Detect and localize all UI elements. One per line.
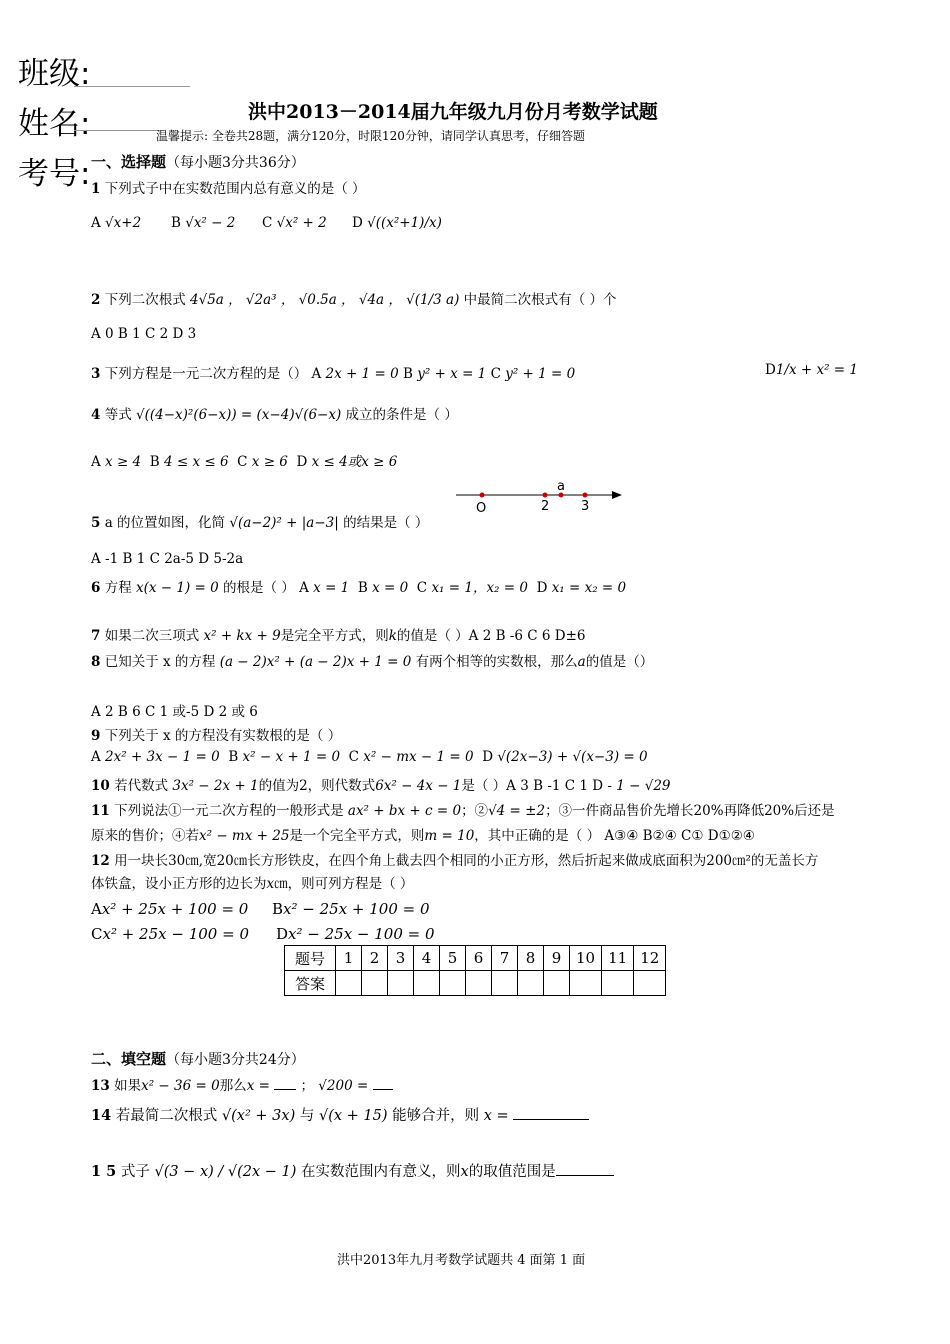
- table-number: 6: [466, 946, 492, 971]
- table-number: 10: [570, 946, 602, 971]
- q9-stem: 9 下列关于 x 的方程没有实数根的是（ ）: [91, 728, 342, 744]
- q1-stem: 1 下列式子中在实数范围内总有意义的是（ ）: [91, 181, 366, 197]
- q12-line2: 体铁盒，设小正方形的边长为x㎝，则可列方程是（ ）: [91, 876, 414, 892]
- section1-note: （每小题3分共36分）: [166, 155, 305, 171]
- answer-cell[interactable]: [570, 971, 602, 996]
- label-o: O: [476, 501, 487, 516]
- q2-options: A 0 B 1 C 2 D 3: [91, 326, 197, 342]
- q5-options: A -1 B 1 C 2a-5 D 5-2a: [91, 551, 244, 567]
- answer-cell[interactable]: [414, 971, 440, 996]
- q13-stem: 13 如果x² − 36 = 0那么x = ； √200 =: [91, 1074, 393, 1094]
- number-line-arrow: [612, 491, 622, 499]
- q1-option-b: B √x² − 2: [171, 215, 236, 231]
- q2-stem: 2 下列二次根式 4√5a ， √2a³ ， √0.5a ， √4a ， √(1/3 a) 中最简二次根式有（ ）个: [91, 292, 617, 308]
- q6-stem: 6 方程 x(x − 1) = 0 的根是（ ） A x = 1 B x = 0 C x₁ = 1，x₂ = 0 D x₁ = x₂ = 0: [91, 580, 627, 596]
- q3-stem: 3 下列方程是一元二次方程的是（） A 2x + 1 = 0 B y² + x = 1 C y² + 1 = 0: [91, 366, 576, 382]
- q5-stem: 5 a 的位置如图，化简 √(a−2)² + |a−3| 的结果是（ ）: [91, 515, 429, 531]
- q12-option-d: Dx² − 25x − 100 = 0: [276, 925, 435, 943]
- q13-blank-2[interactable]: [373, 1089, 393, 1090]
- answer-cell[interactable]: [492, 971, 518, 996]
- q13-blank-1[interactable]: [274, 1089, 296, 1090]
- table-number: 12: [634, 946, 666, 971]
- q1-option-c: C √x² + 2: [262, 215, 327, 231]
- page-title: 洪中2013－2014届九年级九月份月考数学试题: [248, 101, 658, 123]
- answer-cell[interactable]: [634, 971, 666, 996]
- class-label: 班级:: [18, 56, 91, 92]
- table-number: 11: [602, 946, 634, 971]
- q12-line1: 12 用一块长30㎝,宽20㎝长方形铁皮，在四个角上截去四个相同的小正方形，然后折起来做成底面积为200㎝²的无盖长方: [91, 853, 819, 869]
- q7-stem: 7 如果二次三项式 x² + kx + 9是完全平方式，则k的值是（ ）A 2 B -6 C 6 D±6: [91, 628, 586, 644]
- page-footer: 洪中2013年九月考数学试题共 4 面第 1 面: [337, 1253, 586, 1268]
- answer-cell[interactable]: [336, 971, 362, 996]
- point-3: [583, 493, 588, 498]
- name-blank: [74, 130, 164, 131]
- q8-stem: 8 已知关于 x 的方程 (a − 2)x² + (a − 2)x + 1 = 0 有两个相等的实数根，那么a的值是（）: [91, 654, 654, 670]
- answer-table-header-row: [285, 946, 666, 971]
- answer-cell[interactable]: [440, 971, 466, 996]
- q1-option-d: D √((x²+1)/x): [352, 215, 442, 231]
- q15-stem: 1 5 式子 √(3 − x) / √(2x − 1) 在实数范围内有意义，则x的取值范围是: [91, 1160, 614, 1181]
- point-2: [543, 493, 548, 498]
- answer-cell[interactable]: [362, 971, 388, 996]
- table-number: 8: [518, 946, 544, 971]
- section1-title: 一、选择题: [91, 153, 167, 171]
- table-number: 3: [388, 946, 414, 971]
- q4-stem: 4 等式 √((4−x)²(6−x)) = (x−4)√(6−x) 成立的条件是（ ）: [91, 407, 458, 423]
- table-header-label: 题号: [285, 946, 336, 971]
- q9-options: A 2x² + 3x − 1 = 0 B x² − x + 1 = 0 C x² − mx − 1 = 0 D √(2x−3) + √(x−3) = 0: [91, 749, 648, 765]
- q12-option-c: Cx² + 25x − 100 = 0: [91, 925, 249, 943]
- q11-line2: 原来的售价；④若x² − mx + 25是一个完全平方式，则m = 10，其中正确的是（ ） A③④ B②④ C① D①②④: [91, 828, 755, 844]
- q5-number-line: [452, 480, 632, 516]
- answer-cell[interactable]: [518, 971, 544, 996]
- table-answer-label: 答案: [285, 971, 336, 996]
- q12-option-b: Bx² − 25x + 100 = 0: [272, 900, 430, 918]
- q1-option-a: A √x+2: [91, 215, 142, 231]
- answer-cell[interactable]: [602, 971, 634, 996]
- table-number: 4: [414, 946, 440, 971]
- exam-no-label: 考号:: [18, 156, 91, 192]
- section2-heading: [91, 1048, 305, 1069]
- q10-stem: 10 若代数式 3x² − 2x + 1的值为2，则代数式6x² − 4x − 1是（ ）A 3 B -1 C 1 D - 1 − √29: [91, 778, 671, 794]
- section2-note: （每小题3分共24分）: [166, 1052, 305, 1068]
- answer-cell[interactable]: [466, 971, 492, 996]
- q15-blank[interactable]: [556, 1175, 614, 1176]
- q12-option-a: Ax² + 25x + 100 = 0: [91, 900, 249, 918]
- answer-cell[interactable]: [388, 971, 414, 996]
- class-blank: [74, 86, 190, 87]
- label-2: 2: [541, 499, 550, 514]
- answer-table: [284, 945, 666, 996]
- table-number: 2: [362, 946, 388, 971]
- section2-title: 二、填空题: [91, 1050, 167, 1068]
- q14-blank[interactable]: [513, 1119, 589, 1120]
- table-number: 1: [336, 946, 362, 971]
- table-number: 9: [544, 946, 570, 971]
- q8-options: A 2 B 6 C 1 或-5 D 2 或 6: [91, 704, 258, 720]
- answer-cell[interactable]: [544, 971, 570, 996]
- label-a: a: [557, 480, 565, 494]
- answer-table-answer-row: [285, 971, 666, 996]
- name-label: 姓名:: [18, 106, 91, 142]
- q3-option-d: D1/x + x² = 1: [765, 362, 858, 378]
- table-number: 7: [492, 946, 518, 971]
- tip-text: 温馨提示: 全卷共28题，满分120分，时限120分钟，请同学认真思考，仔细答题: [156, 129, 585, 143]
- label-3: 3: [581, 499, 590, 514]
- q4-options: A x ≥ 4 B 4 ≤ x ≤ 6 C x ≥ 6 D x ≤ 4或x ≥ 6: [91, 454, 398, 470]
- q11-line1: 11 下列说法①一元二次方程的一般形式是 ax² + bx + c = 0；②√4 = ±2；③一件商品售价先增长20%再降低20%后还是: [91, 803, 835, 819]
- section1-heading: [91, 151, 305, 172]
- q14-stem: 14 若最简二次根式 √(x² + 3x) 与 √(x + 15) 能够合并，则 x =: [91, 1104, 589, 1125]
- point-o: [480, 493, 485, 498]
- table-number: 5: [440, 946, 466, 971]
